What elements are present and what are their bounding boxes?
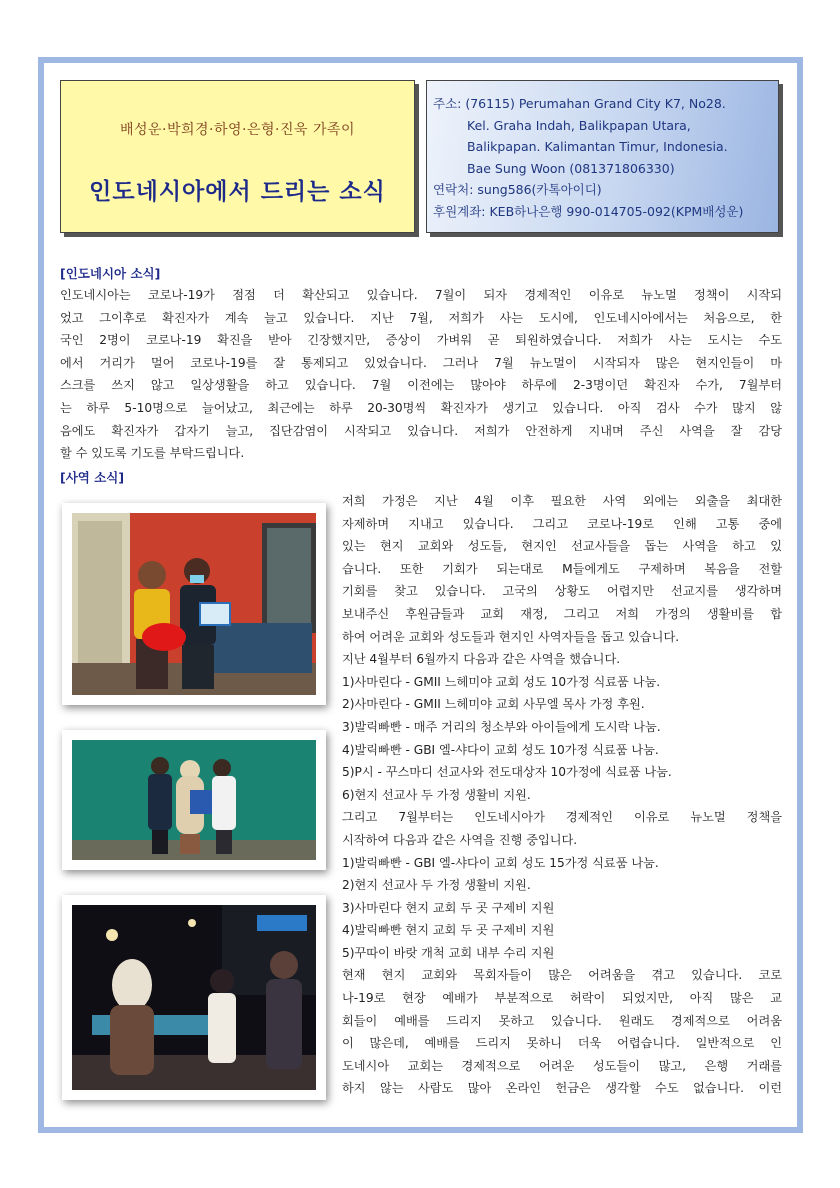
indonesia-news-line: 할 수 있도록 기도를 부탁드립니다. [60,446,245,461]
ministry-news-line: 3)발릭빠빤 - 매주 거리의 청소부와 아이들에게 도시락 나눔. [342,719,661,734]
photo-1-image [72,513,316,695]
ministry-news-line: 현재 현지 교회와 목회자들이 많은 어려움을 겪고 있습니다. 코로 [342,968,782,983]
address-line-1: 주소: (76115) Perumahan Grand City K7, No28. [433,96,726,111]
ministry-news-line: 시작하여 다음과 같은 사역을 진행 중입니다. [342,832,578,847]
ministry-news-line: 자제하며 지내고 있습니다. 그리고 코로나-19로 인해 고통 중에 [342,516,782,531]
photo-3-image [72,905,316,1090]
title-box [60,80,415,233]
ministry-news-line: 회들이 예배를 드리지 못하고 있습니다. 원래도 경제적으로 어려움 [342,1013,782,1028]
newsletter-title: 인도네시아에서 드리는 소식 [89,179,386,205]
indonesia-news-paragraph [60,284,782,465]
indonesia-news-line: 국인 2명이 코로나-19 확진을 받아 긴장했지만, 증상이 가벼워 곧 퇴원하였습니다. 저희가 사는 도시는 수도 [60,333,782,348]
address-line-4: Bae Sung Woon (081371806330) [467,160,675,176]
section-heading-ministry-news: [사역 소식] [60,470,125,485]
account-line: 후원계좌: KEB하나은행 990-014705-092(KPM배성운) [433,203,744,219]
address-line-2: Kel. Graha Indah, Balikpapan Utara, [467,117,691,133]
ministry-news-line: 4)발릭빠빤 - GBI 엘-샤다이 교회 성도 10가정 식료품 나눔. [342,742,659,757]
ministry-news-line: 6)현지 선교사 두 가정 생활비 지원. [342,787,531,802]
indonesia-news-line: 에서 거리가 멀어 코로나-19를 잘 통제되고 있었습니다. 그러나 7월 뉴노멀이 시작되자 많은 현지인들이 마 [60,355,782,370]
ministry-news-line: 3)사마린다 현지 교회 두 곳 구제비 지원 [342,900,555,915]
ministry-news-line: 저희 가정은 지난 4월 이후 필요한 사역 외에는 외출을 최대한 [342,494,782,508]
ministry-news-line: 보내주신 후원금들과 교회 재정, 그리고 저희 가정의 생활비를 합 [342,606,782,621]
indonesia-news-line: 는 하루 5-10명으로 늘어났고, 최근에는 하루 20-30명씩 확진자가 생기고 있습니다. 아직 검사 수가 많지 않 [60,400,782,415]
ministry-news-line: 4)발릭빠빤 현지 교회 두 곳 구제비 지원 [342,923,555,938]
ministry-news-line: 있는 현지 교회와 성도들, 현지인 선교사들을 돕는 사역을 하고 있 [342,539,782,554]
ministry-news-column [342,490,782,1100]
address-line-3: Balikpapan. Kalimantan Timur, Indonesia. [467,139,728,154]
photo-2-image [72,740,316,860]
ministry-news-line: 5)P시 - 꾸스마디 선교사와 전도대상자 10가정에 식료품 나눔. [342,765,672,780]
section-heading-indonesia-news: [인도네시아 소식] [60,266,161,281]
ministry-news-line: 습니다. 또한 기회가 되는대로 M들에게도 구제하며 복음을 전할 [342,561,782,576]
ministry-news-line: 하여 어려운 교회와 성도들과 현지인 사역자들을 돕고 있습니다. [342,629,680,644]
photo-visit-green-wall [62,730,326,870]
ministry-news-line: 지난 4월부터 6월까지 다음과 같은 사역을 했습니다. [342,652,621,667]
ministry-news-line: 나-19로 현장 예배가 부분적으로 허락이 되었지만, 아직 많은 교 [342,991,782,1006]
ministry-news-line: 5)꾸따이 바랏 개척 교회 내부 수리 지원 [342,945,555,960]
address-box [426,80,779,233]
ministry-news-line: 1)사마린다 - GMII 느헤미야 교회 성도 10가정 식료품 나눔. [342,674,661,689]
ministry-news-line: 그리고 7월부터는 인도네시아가 경제적인 이유로 뉴노멀 정책을 [342,810,782,825]
ministry-news-line: 2)사마린다 - GMII 느헤미야 교회 사무엘 목사 가정 후원. [342,697,645,712]
ministry-news-line: 이 많은데, 예배를 드리지 못하니 더욱 어렵습니다. 일반적으로 인 [342,1036,782,1051]
photo-night-street-ministry [62,895,326,1100]
family-names: 배성운·박희경·하영·은형·진욱 가족이 [119,122,356,138]
ministry-news-line: 하지 않는 사람도 많아 온라인 헌금은 생각할 수도 없습니다. 이런 [342,1081,782,1096]
indonesia-news-line: 었고 그이후로 확진자가 계속 늘고 있습니다. 지난 7월, 저희가 사는 도시에, 인도네시아에서는 처음으로, 한 [60,310,782,325]
ministry-news-line: 도네시아 교회는 경제적으로 어려운 성도들이 많고, 은행 거래를 [342,1058,782,1073]
photo-food-distribution [62,503,326,705]
indonesia-news-line: 인도네시아는 코로나-19가 점점 더 확산되고 있습니다. 7월이 되자 경제적인 이유로 뉴노멀 정책이 시작되 [60,288,782,302]
indonesia-news-line: 스크를 쓰지 않고 일상생활을 하고 있습니다. 7월 이전에는 많아야 하루에 2-3명이던 확진자 수가, 7월부터 [60,378,782,393]
contact-line: 연락처: sung586(카톡아이디) [433,182,602,197]
indonesia-news-line: 음에도 확진자가 갑자기 늘고, 집단감염이 시작되고 있습니다. 저희가 안전하게 지내며 주신 사역을 잘 감당 [60,423,782,438]
ministry-news-line: 1)발릭빠빤 - GBI 엘-샤다이 교회 성도 15가정 식료품 나눔. [342,855,659,870]
ministry-news-line: 기회를 찾고 있습니다. 고국의 상황도 어렵지만 선교지를 생각하며 [342,584,782,599]
ministry-news-line: 2)현지 선교사 두 가정 생활비 지원. [342,878,531,893]
